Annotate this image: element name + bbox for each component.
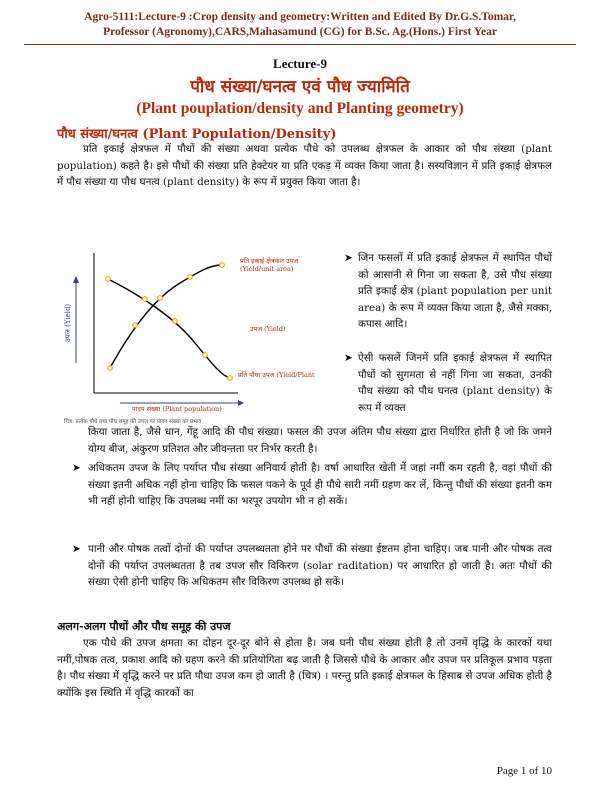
- title-english: (Plant pouplation/density and Planting geometry): [136, 100, 464, 117]
- figure-caption: चित्र: प्रत्येक पौधे तथा पौध समूह की उपज पर पादप संख्या का प्रभाव: [64, 419, 202, 425]
- bullet-arrow-icon: ➤: [344, 352, 353, 364]
- y-axis-arrowhead: [73, 276, 79, 283]
- header-line-2: Professor (Agronomy),CARS,Mahasamund (CG) for B.Sc. Ag.(Hons.) First Year: [103, 26, 497, 38]
- curve-point: [133, 323, 138, 328]
- section-heading-plant-population: पौध संख्या/घनत्व (Plant Population/Density): [57, 127, 337, 142]
- label-yield-per-area-en: (Yield/unit area): [240, 265, 294, 273]
- bullet-continuation: किया जाता है, जैसे धान, गेंहू आदि की पौध संख्या। फसल की उपज अंतिम पौध संख्या द्वारा निर्धारित होती है जो कि जमने योग्य बीज, अंकुरण प्रतिशत और जीवन्तता पर निर्भर करती है।: [88, 426, 552, 455]
- bullet-arrow-icon: ➤: [72, 462, 81, 474]
- x-axis-label: पादप संख्या (Plant population): [132, 405, 222, 413]
- running-header: [20, 10, 580, 40]
- curve-point: [143, 297, 148, 302]
- curve-point: [173, 319, 178, 324]
- header-line-1: Agro-5111:Lecture-9 :Crop density and geometry:Written and Edited By Dr.G.S.Tomar,: [84, 11, 516, 23]
- curve-point: [220, 263, 225, 268]
- bullet-arrow-icon: ➤: [72, 543, 81, 555]
- label-yield-per-area: प्रति इकाई क्षेत्रफल उपज: [240, 257, 299, 265]
- page-number: Page 1 of 10: [496, 765, 552, 777]
- lecture-label: Lecture-9: [273, 56, 327, 71]
- label-yield: उपज (Yield): [250, 325, 286, 333]
- curve-point: [158, 296, 163, 301]
- paragraph-individual-yield: एक पौधे की उपज क्षमता का दोहन दूर-दूर बोने से होता है। जब घनी पौध संख्या होती है तो उनमें वृद्धि के कारकों यथा नमीं,पोषक तत्व, प्रकाश आदि को ग्रहण करने की प्रतियोगिता बढ़ जाती है जिससे पौधे के आकार और उपज पर प्रतिकूल प्रभाव पड़ता है। पौध संख्या में वृद्धि करने पर प्रति पौधा उपज कम हो जाती है (चित्र) । परन्तु प्रति इकाई क्षेत्रफल के हिसाब से उपज अधिक होती है क्योंकि इस स्थिति में वृद्धि कारकों का: [57, 637, 552, 699]
- curve-point: [108, 366, 113, 371]
- header-divider: [24, 44, 576, 45]
- y-axis-label: उपज (Yield): [64, 303, 72, 343]
- curve-point: [228, 376, 233, 381]
- bullet-text: जिन फसलों में प्रति इकाई क्षेत्रफल में स्थापित पौधों को आसानी से गिना जा सकता है, उसे पौध संख्या प्रति इकाई क्षेत्र (plant population per unit area) के रूप में व्यक्त किया जाता है, जैसे मक्का, कपास आदि।: [358, 252, 552, 330]
- curve-point: [188, 275, 193, 280]
- bullet-countable-crops: [344, 250, 552, 333]
- bullet-text: ऐसी फसलें जिनमें प्रति इकाई क्षेत्रफल में स्थापित पौधों को सुगमता से नहीं गिना जा सकता, उनकी पौध संख्या को पौध घनत्व (plant density) के रूप में व्यक्त: [358, 352, 552, 414]
- paragraph-definition: प्रति इकाई क्षेत्रफल में पौधों की संख्या अथवा प्रत्येक पौधे को उपलब्ध क्षेत्रफल के आकार को पौध संख्या (plant population) कहते है। इसे पौधों की संख्या प्रति हेक्टेयर या प्रति एकड़ में व्यक्त किया जाता है। सस्यविज्ञान में प्रति इकाई क्षेत्रफल में पौध संख्या या पौध घनत्व (plant density) के रूप में प्रयुक्त किया जाता है।: [57, 143, 552, 188]
- x-axis-arrowhead: [238, 400, 244, 406]
- title-hindi: पौध संख्या/घनत्व एवं पौध ज्यामिति: [190, 77, 410, 97]
- curve-point: [106, 277, 111, 282]
- curve-point: [203, 353, 208, 358]
- curve-yield-per-plant: [108, 279, 230, 378]
- bullet-uncountable-crops: [344, 350, 552, 416]
- bullet-adequate-population: [72, 460, 552, 510]
- bullet-optimum-population: [72, 541, 552, 591]
- yield-population-figure: [60, 243, 356, 428]
- section-heading-individual-yield: अलग-अलग पौधों और पौध समूह की उपज: [57, 620, 231, 633]
- bullet-text: पानी और पोषक तत्वों दोनों की पर्याप्त उपलब्धतता होने पर पौधों की संख्या ईष्टतम होना चाहिए। जब पानी और पोषक तत्व दोनों की पर्याप्त उपलब्धतता है तब उपज सौर विकिरण (solar raditation) पर आधारित हो जाती है। अतः पौधों की संख्या ऐसी होनी चाहिए कि अधिकतम सौर विकिरण उपलब्ध हो सकें।: [88, 543, 552, 588]
- bullet-text: अधिकतम उपज के लिए पर्याप्त पौध संख्या अनिवार्य होती है। वर्षा आधारित खेती में जहां नमीं कम रहती है, वहां पौधों की संख्या इतनी अधिक नहीं होना चाहिए कि फसल पकने के पूर्व ही पौधे सारी नमीं ग्रहण कर लें, किन्तु पौधों की संख्या इतनी कम भी नहीं होनी चाहिए कि उपलब्ध नमीं का भरपूर उपयोग भी न हो सकें।: [88, 462, 552, 507]
- bullet-arrow-icon: ➤: [344, 252, 353, 264]
- label-yield-per-plant: प्रति पौधा उपज (Yield/Plant: [238, 371, 315, 379]
